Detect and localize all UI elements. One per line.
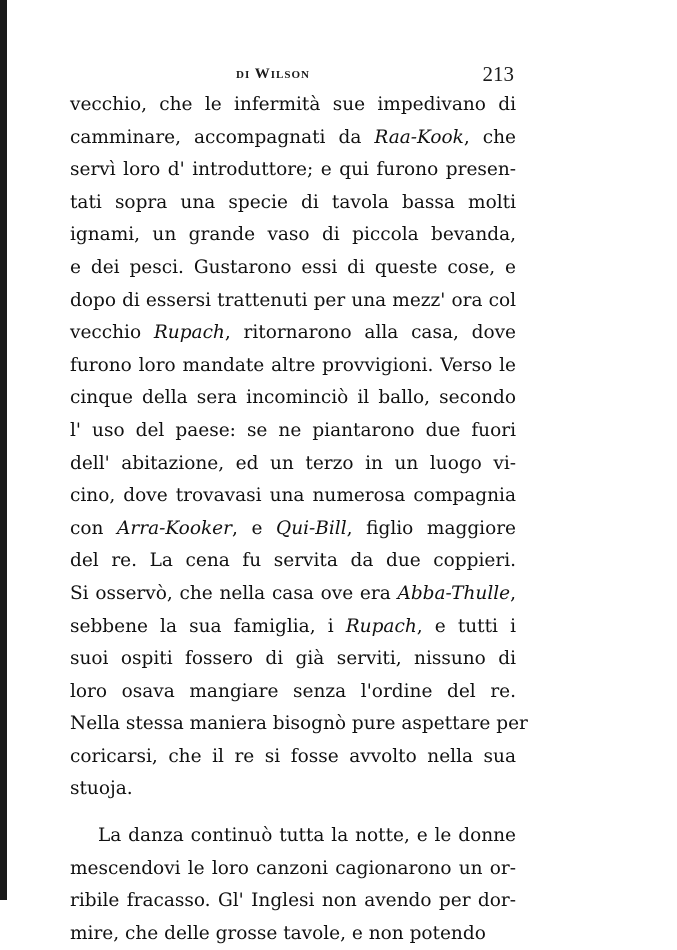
italic-name: Rupach xyxy=(345,615,417,637)
text-line: e dei pesci. Gustarono essi di queste cose, e xyxy=(70,256,516,278)
text-line: Si osservò, che nella casa ove era Abba-Thulle, xyxy=(70,582,516,604)
text-line: furono loro mandate altre provvigioni. Verso le xyxy=(70,354,516,376)
text-line: cino, dove trovavasi una numerosa compagnia xyxy=(70,485,516,507)
italic-name: Abba-Thulle xyxy=(397,582,511,604)
text-line: coricarsi, che il re si fosse avvolto nella sua xyxy=(70,745,516,767)
text-line: dopo di essersi trattenuti per una mezz' ora col xyxy=(70,289,516,311)
text-line: cinque della sera incominciò il ballo, secondo xyxy=(70,387,516,409)
text-line: loro osava mangiare senza l'ordine del re. xyxy=(70,680,516,702)
text-line: mescendovi le loro canzoni cagionarono un or- xyxy=(70,857,516,879)
page-number: 213 xyxy=(482,62,514,86)
text-line: servì loro d' introduttore; e qui furono presen- xyxy=(70,159,516,181)
text-line: l' uso del paese: se ne piantarono due fuori xyxy=(70,419,516,441)
text-line: ribile fracasso. Gl' Inglesi non avendo per dor- xyxy=(70,890,516,912)
italic-name: Arra-Kooker xyxy=(117,517,232,539)
text-line: stuoja. xyxy=(70,778,133,800)
text-line: camminare, accompagnati da Raa-Kook, che xyxy=(70,126,516,148)
text-line: suoi ospiti fossero di già serviti, nissuno di xyxy=(70,648,516,670)
text-line: ignami, un grande vaso di piccola bevanda, xyxy=(70,224,516,246)
page-left-edge-shadow xyxy=(0,0,7,900)
text-line: del re. La cena fu servita da due coppieri. xyxy=(70,550,516,572)
text-line: La danza continuò tutta la notte, e le donne xyxy=(98,825,516,847)
page-body xyxy=(70,89,528,950)
text-line: vecchio Rupach, ritornarono alla casa, dove xyxy=(70,322,516,344)
text-line: mire, che delle grosse tavole, e non potendo xyxy=(70,922,486,944)
text-line: Nella stessa maniera bisognò pure aspettare per xyxy=(70,713,528,735)
italic-name: Qui-Bill xyxy=(276,517,347,539)
text-line: tati sopra una specie di tavola bassa molti xyxy=(70,191,516,213)
text-line: sebbene la sua famiglia, i Rupach, e tutti i xyxy=(70,615,516,637)
text-line: vecchio, che le infermità sue impedivano di xyxy=(70,94,516,115)
italic-name: Raa-Kook xyxy=(374,126,464,148)
text-line: con Arra-Kooker, e Qui-Bill, figlio maggiore xyxy=(70,517,517,539)
running-title: di Wilson xyxy=(236,66,310,82)
paragraph-gap xyxy=(70,806,516,820)
italic-name: Rupach xyxy=(153,322,225,344)
text-line: dell' abitazione, ed un terzo in un luogo vi- xyxy=(70,452,516,474)
running-head xyxy=(68,62,514,88)
